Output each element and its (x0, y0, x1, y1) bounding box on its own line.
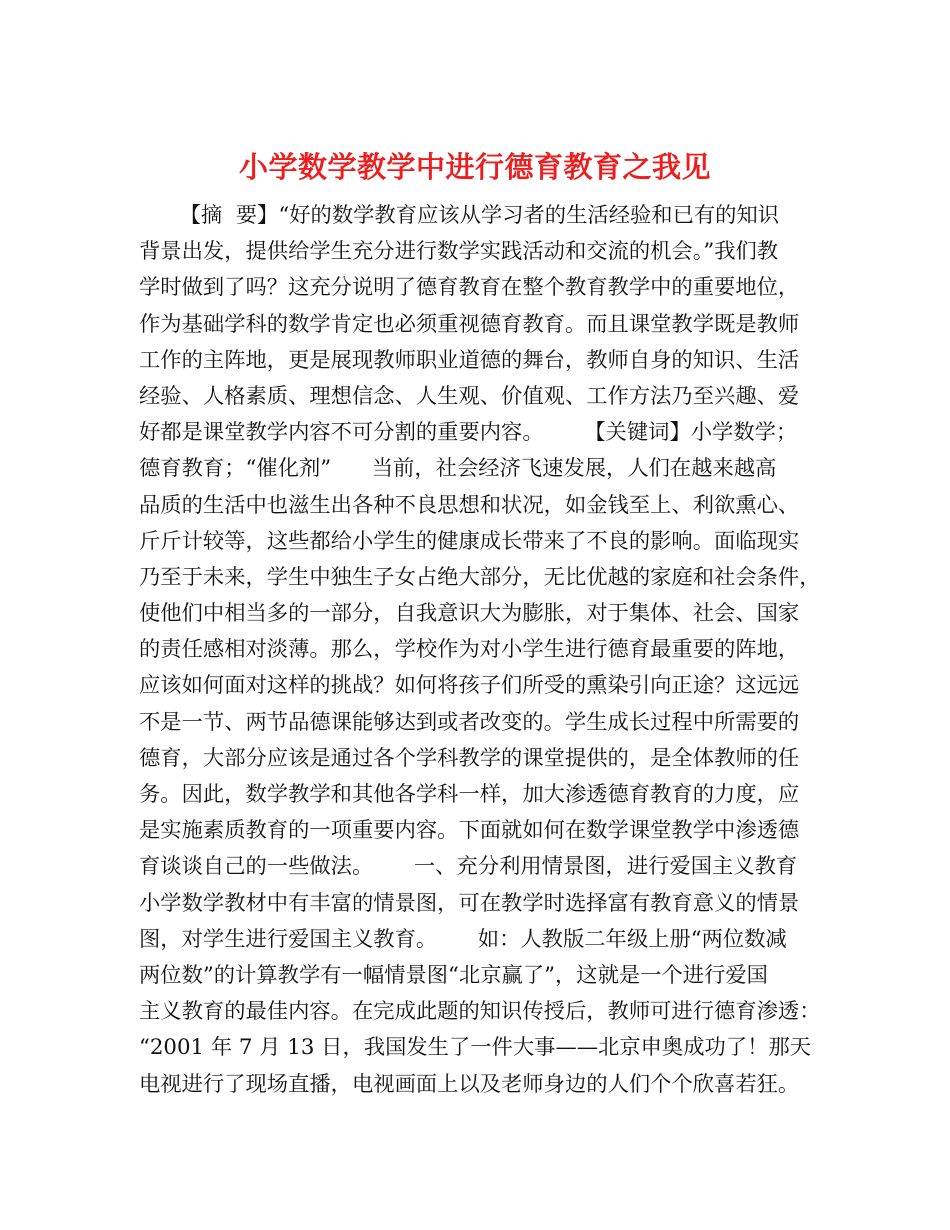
body-line: 背景出发，提供给学生充分进行数学实践活动和交流的机会。”我们教 (139, 239, 779, 265)
body-line: 乃至于未来，学生中独生子女占绝大部分，无比优越的家庭和社会条件， (139, 564, 821, 590)
body-line: 好都是课堂教学内容不可分割的重要内容。 【关键词】小学数学； (139, 420, 798, 446)
body-line: 务。因此，数学教学和其他各学科一样，加大渗透德育教育的力度，应 (139, 782, 800, 807)
body-line: 是实施素质教育的一项重要内容。下面就如何在数学课堂教学中渗透德 (139, 818, 800, 844)
body-line: 学时做到了吗？这充分说明了德育教育在整个教育教学中的重要地位， (139, 275, 800, 301)
body-line: 经验、人格素质、理想信念、人生观、价值观、工作方法乃至兴趣、爱 (139, 383, 800, 409)
body-line: 的责任感相对淡薄。那么，学校作为对小学生进行德育最重要的阵地， (139, 637, 800, 663)
body-line: 【摘 要】“好的数学教育应该从学习者的生活经验和已有的知识 (139, 203, 780, 228)
document-body (139, 198, 829, 1103)
body-line: 两位数”的计算教学有一幅情景图“北京赢了”，这就是一个进行爱国 (139, 962, 768, 988)
document-title: 小学数学教学中进行德育教育之我见 (238, 150, 711, 185)
body-line: 电视进行了现场直播，电视画面上以及老师身边的人们个个欣喜若狂。 (139, 1071, 800, 1097)
body-line: 小学数学教材中有丰富的情景图，可在教学时选择富有教育意义的情景 (139, 890, 800, 916)
body-line: 工作的主阵地，更是展现教师职业道德的舞台，教师自身的知识、生活 (139, 347, 800, 373)
body-line: 不是一节、两节品德课能够达到或者改变的。学生成长过程中所需要的 (139, 709, 800, 735)
body-line: 德育教育；“催化剂” 当前，社会经济飞速发展，人们在越来越高 (139, 456, 777, 482)
body-line: 育谈谈自己的一些做法。 一、充分利用情景图，进行爱国主义教育 (139, 854, 798, 880)
body-line: 德育，大部分应该是通过各个学科教学的课堂提供的，是全体教师的任 (139, 745, 800, 771)
body-line: 斤斤计较等，这些都给小学生的健康成长带来了不良的影响。面临现实 (139, 528, 800, 554)
body-line: 图，对学生进行爱国主义教育。 如：人教版二年级上册“两位数减 (139, 926, 787, 952)
body-line: 作为基础学科的数学肯定也必须重视德育教育。而且课堂教学既是教师 (139, 311, 800, 337)
body-line: 主义教育的最佳内容。在完成此题的知识传授后，教师可进行德育渗透： (139, 999, 821, 1025)
body-line: 使他们中相当多的一部分，自我意识大为膨胀，对于集体、社会、国家 (139, 601, 800, 627)
body-line: 应该如何面对这样的挑战？如何将孩子们所受的熏染引向正途？这远远 (139, 673, 800, 699)
body-line: “2001 年 7 月 13 日，我国发生了一件大事——北京申奥成功了！那天 (139, 1035, 812, 1061)
body-line: 品质的生活中也滋生出各种不良思想和状况，如金钱至上、利欲熏心、 (139, 492, 800, 518)
